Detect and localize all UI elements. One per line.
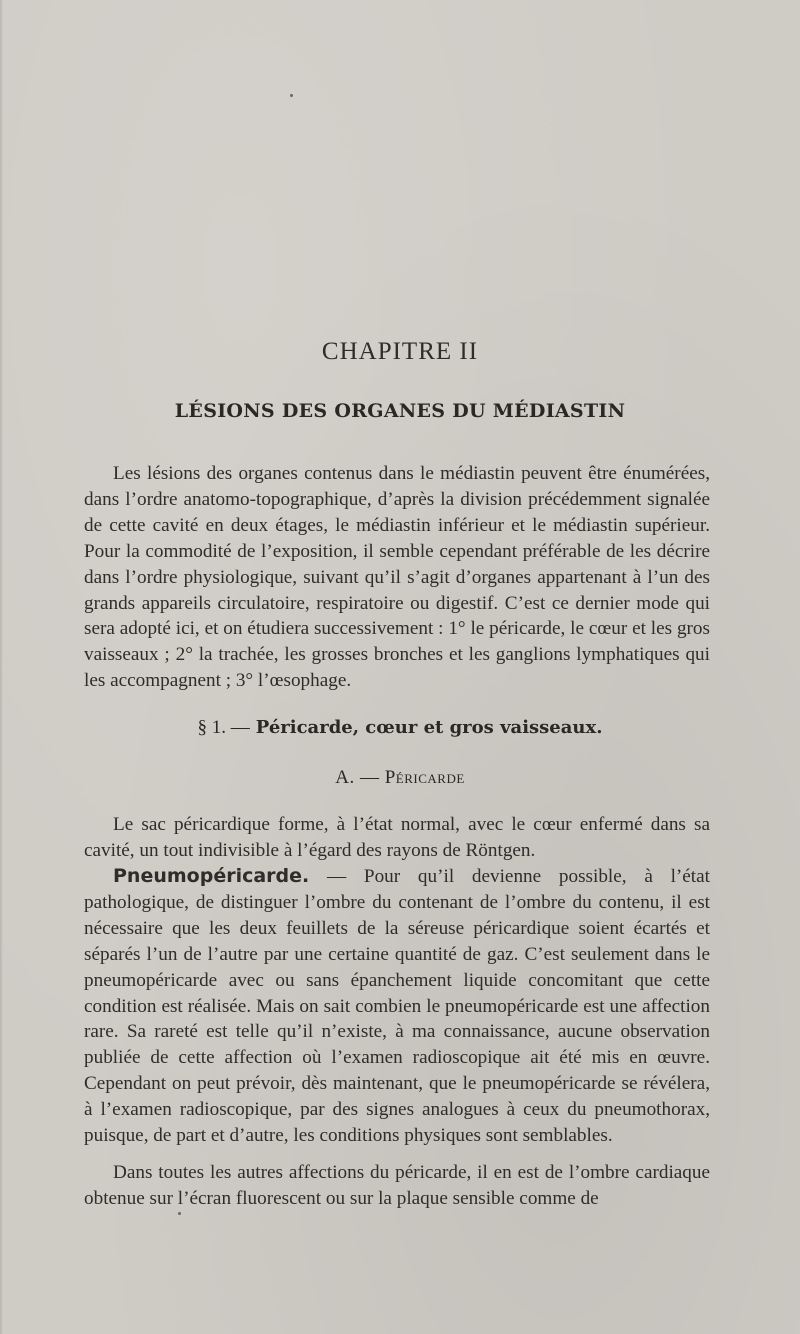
chapter-heading: CHAPITRE II: [321, 338, 479, 365]
paragraph-autres-affections: Dans toutes les autres affections du péricarde, il en est de l’ombre cardiaque obtenue sur l’écran fluorescent ou sur la plaque sensible comme de: [84, 1162, 710, 1209]
section-heading: [0, 716, 800, 739]
paragraph-pneumopericarde: [84, 864, 710, 1149]
paragraph-sac-pericardique: Le sac péricardique forme, à l’état normal, avec le cœur enfermé dans sa cavité, un tout indivisible à l’égard des rayons de Röntgen.: [84, 814, 710, 861]
chapter-title: LÉSIONS DES ORGANES DU MÉDIASTIN: [174, 400, 626, 422]
subsection-letter: A. —: [335, 767, 380, 788]
subsection-title: Péricarde: [384, 767, 465, 788]
paragraph-pneumopericarde-text: — Pour qu’il devienne possible, à l’état pathologique, de distinguer l’ombre du contenant de l’ombre du contenu, il est nécessaire que les deux feuillets de la séreuse péricardique soient écartés et séparés l’un de l’autre par une certaine quantité de gaz. C’est seulement dans le pneumopéricarde avec ou sans épanchement liquide concomitant que cette condition est réalisée. Mais on sait combien le pneumopéricarde est une affection rare. Sa rareté est telle qu’il n’existe, à ma connaissance, aucune observation publiée de cette affection où l’examen radioscopique ait été mis en œuvre. Cependant on peut prévoir, dès maintenant, que le pneumopéricarde se révélera, à l’examen radioscopique, par des signes analogues à ceux du pneumothorax, puisque, de part et d’autre, les conditions physiques sont semblables.: [84, 866, 710, 1147]
subsection-heading: [0, 767, 800, 789]
section-number: § 1. —: [197, 717, 250, 738]
term-pneumopericarde: Pneumopéricarde.: [113, 865, 310, 887]
intro-paragraph: Les lésions des organes contenus dans le médiastin peuvent être énumérées, dans l’ordre anatomo-topographique, d’après la division précédemment signalée de cette cavité en deux étages, le médiastin inférieur et le médiastin supérieur. Pour la commodité de l’exposition, il semble cependant préférable de les décrire dans l’ordre physiologique, suivant qu’il s’agit d’organes appartenant à l’un des grands appareils circulatoire, respiratoire ou digestif. C’est ce dernier mode qui sera adopté ici, et on étudiera successivement : 1° le péricarde, le cœur et les gros vaisseaux ; 2° la trachée, les grosses bronches et les ganglions lymphatiques qui les accompagnent ; 3° l’œsophage.: [84, 463, 710, 692]
page-edge: [0, 0, 3, 1334]
paper-speck: [178, 1212, 181, 1215]
paper-speck: [290, 94, 293, 97]
section-title: Péricarde, cœur et gros vaisseaux.: [255, 717, 603, 738]
